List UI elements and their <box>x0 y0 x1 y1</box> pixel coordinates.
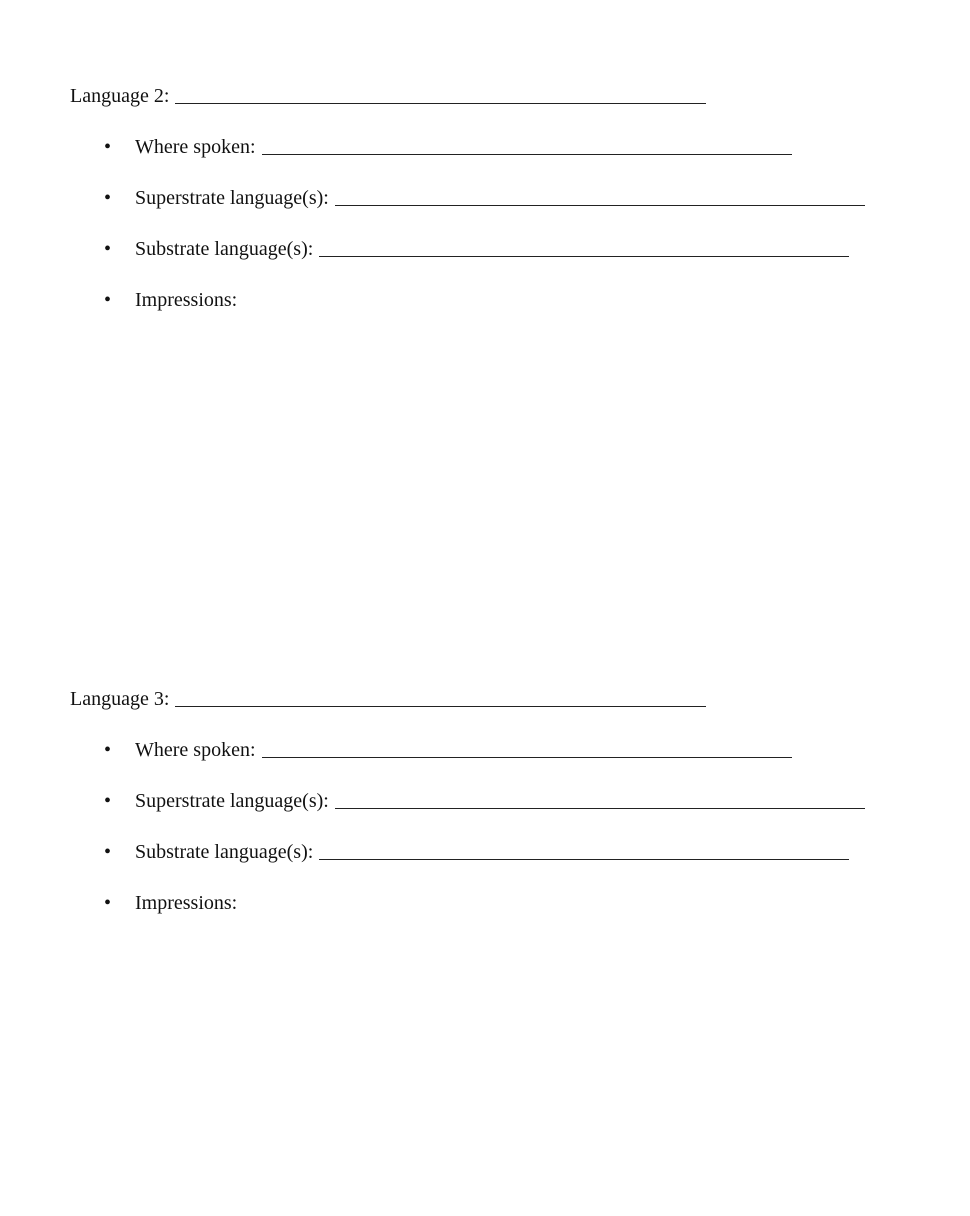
impressions-label: Impressions: <box>135 892 238 914</box>
superstrate-label: Superstrate language(s): <box>135 187 329 209</box>
bullet: • <box>104 841 112 863</box>
list-item-where-spoken <box>70 134 930 164</box>
substrate-blank[interactable] <box>319 841 849 860</box>
language-name-blank[interactable] <box>175 688 706 707</box>
list-item-superstrate <box>70 788 930 818</box>
bullet: • <box>104 238 112 260</box>
bullet: • <box>104 892 112 914</box>
language-details-list <box>70 737 930 920</box>
superstrate-label: Superstrate language(s): <box>135 790 329 812</box>
impressions-label: Impressions: <box>135 289 238 311</box>
list-item-superstrate <box>70 185 930 215</box>
where-spoken-label: Where spoken: <box>135 739 256 761</box>
superstrate-blank[interactable] <box>335 790 865 809</box>
bullet: • <box>104 790 112 812</box>
language-heading: Language 2: <box>70 85 170 107</box>
bullet: • <box>104 289 112 311</box>
language-heading-row <box>70 83 930 113</box>
substrate-blank[interactable] <box>319 238 849 257</box>
where-spoken-blank[interactable] <box>262 739 792 758</box>
bullet: • <box>104 136 112 158</box>
list-item-impressions <box>70 287 930 317</box>
bullet: • <box>104 187 112 209</box>
language-heading-row <box>70 686 930 716</box>
language-name-blank[interactable] <box>175 85 706 104</box>
where-spoken-blank[interactable] <box>262 136 792 155</box>
substrate-label: Substrate language(s): <box>135 238 314 260</box>
list-item-substrate <box>70 839 930 869</box>
bullet: • <box>104 739 112 761</box>
where-spoken-label: Where spoken: <box>135 136 256 158</box>
list-item-impressions <box>70 890 930 920</box>
language-section <box>70 686 930 941</box>
superstrate-blank[interactable] <box>335 187 865 206</box>
substrate-label: Substrate language(s): <box>135 841 314 863</box>
language-heading: Language 3: <box>70 688 170 710</box>
list-item-where-spoken <box>70 737 930 767</box>
list-item-substrate <box>70 236 930 266</box>
language-details-list <box>70 134 930 317</box>
language-section <box>70 83 930 338</box>
